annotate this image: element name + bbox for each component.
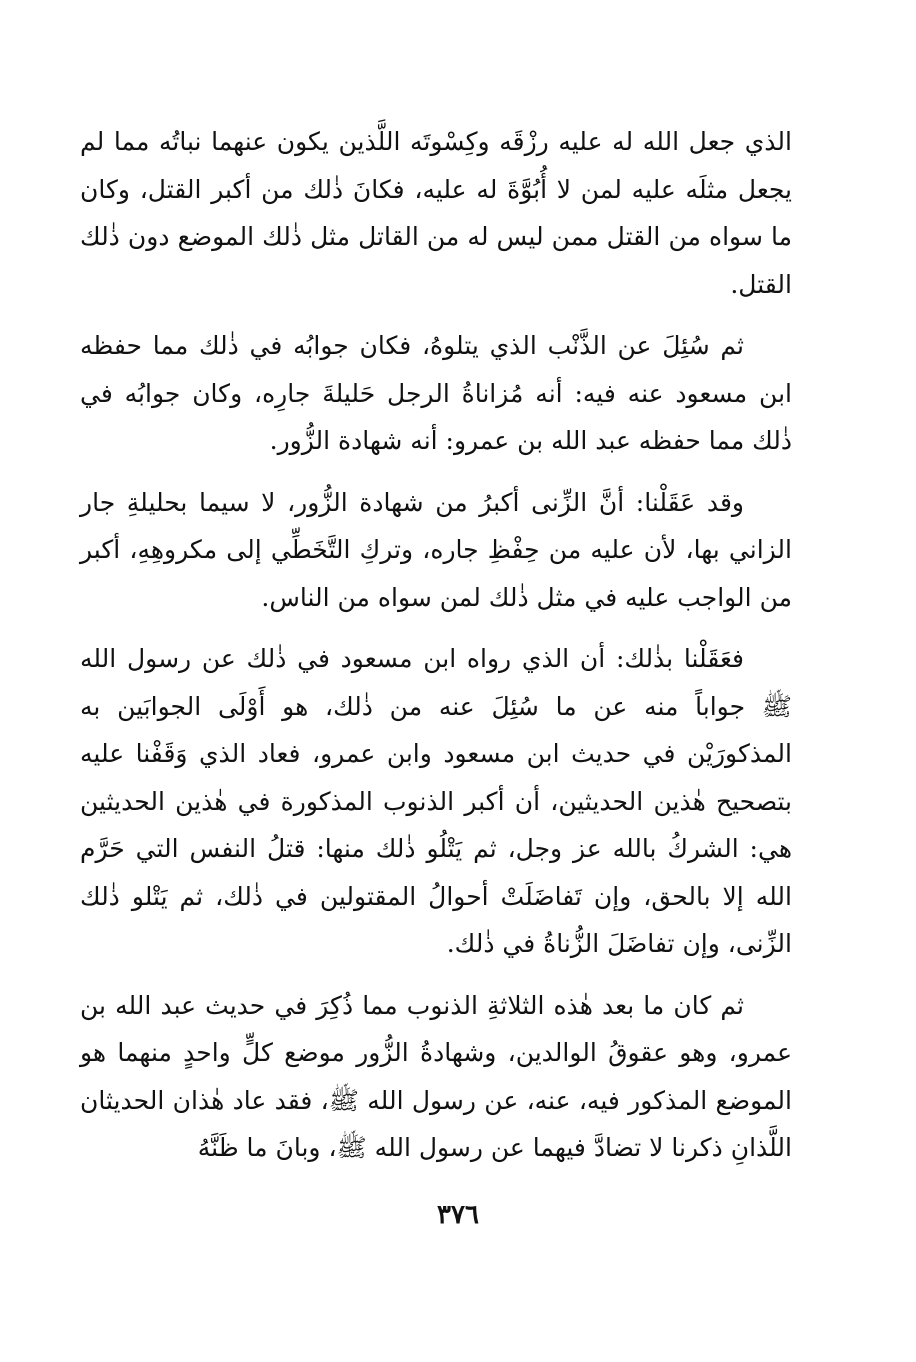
paragraph-5: ثم كان ما بعد هٰذه الثلاثةِ الذنوب مما ذُكِرَ في حديث عبد الله بن عمرو، وهو عقوقُ الوالدين، وشهادةُ الزُّور موضع كلٍّ واحدٍ منهما هو الموضع المذكور فيه، عنه، عن رسول الله ﷺ، فقد عاد هٰذان الحديثان اللَّذانِ ذكرنا لا تضادَّ فيهما عن رسول الله ﷺ، وبانَ ما ظَنَّهُ (80, 990, 792, 1162)
paragraph-1: الذي جعل الله له عليه رزْقَه وكِسْوتَه اللَّذين يكون عنهما نباتُه مما لم يجعل مثلَه عليه لمن لا أُبُوَّةَ له عليه، فكانَ ذٰلك من أكبر القتل، وكان ما سواه من القتل ممن ليس له من القاتل مثل ذٰلك الموضع دون ذٰلك القتل. (80, 127, 792, 299)
paragraph-2: ثم سُئِلَ عن الذَّنْب الذي يتلوهُ، فكان جوابُه في ذٰلك مما حفظه ابن مسعود عنه فيه: أنه مُزاناةُ الرجل حَليلةَ جارِه، وكان جوابُه في ذٰلك مما حفظه عبد الله بن عمرو: أنه شهادة الزُّور. (80, 331, 792, 455)
paragraph-3: وقد عَقَلْنا: أنَّ الزِّنى أكبرُ من شهادة الزُّور، لا سيما بحليلةِ جار الزاني بها، لأن عليه من حِفْظِ جاره، وتركِ التَّخَطِّي إلى مكروهِهِ، أكبر من الواجب عليه في مثل ذٰلك لمن سواه من الناس. (80, 487, 792, 612)
paragraph-4: فعَقَلْنا بذٰلك: أن الذي رواه ابن مسعود في ذٰلك عن رسول الله ﷺ جواباً منه عن ما سُئِلَ عنه من ذٰلك، هو أَوْلَى الجوابَين به المذكورَيْن في حديث ابن مسعود وابن عمرو، فعاد الذي وَقَفْنا عليه بتصحيح هٰذين الحديثين، أن أكبر الذنوب المذكورة في هٰذين الحديثين هي: الشركُ بالله عز وجل، ثم يَتْلُو ذٰلك منها: قتلُ النفس التي حَرَّم الله إلا بالحق، وإن تَفاضَلَتْ أحوالُ المقتولين في ذٰلك، ثم يَتْلو ذٰلك الزِّنى، وإن تفاضَلَ الزُّناةُ في ذٰلك. (80, 644, 792, 958)
page-text (80, 118, 792, 1186)
page-number: ٣٧٦ (437, 1200, 479, 1230)
